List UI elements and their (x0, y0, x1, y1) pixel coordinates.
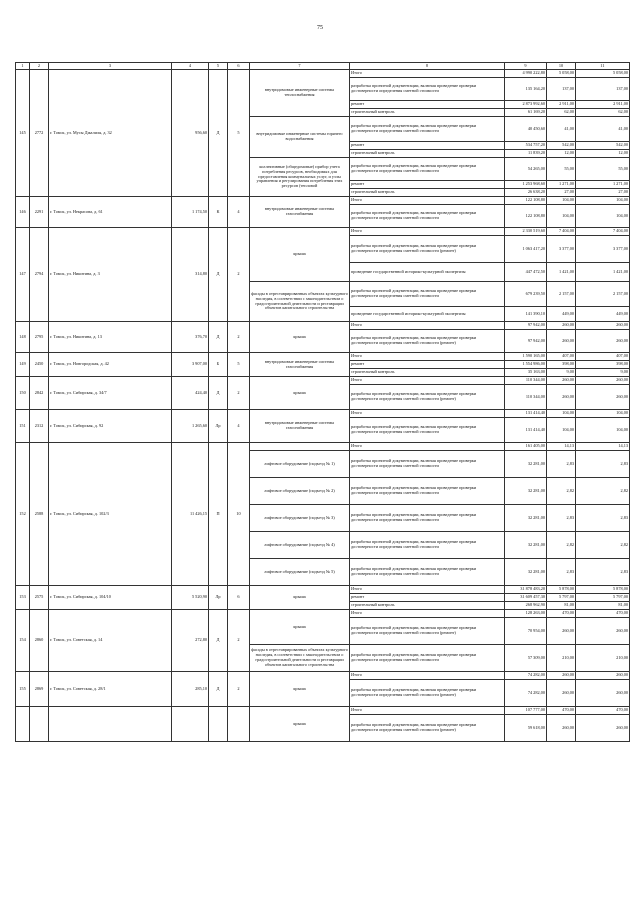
amount-cell: 131 414,40 (505, 410, 547, 418)
work-cell: разработка проектной документации, включая проведение проверки достоверности определения сметной стоимости (350, 645, 505, 672)
entry-category: Лр (209, 586, 228, 610)
capital-repair-register-table (15, 62, 630, 742)
limit-cell: 2,82 (576, 478, 630, 505)
amount-cell: 268 962,90 (505, 602, 547, 610)
rate-cell: 260,00 (547, 672, 576, 680)
work-cell: ремонт (350, 594, 505, 602)
rate-cell: 2 911,00 (547, 101, 576, 109)
header-cell: 10 (547, 63, 576, 70)
table-row (16, 377, 630, 385)
rate-cell: 27,00 (547, 189, 576, 197)
rate-cell: 137,00 (547, 78, 576, 101)
work-cell: разработка проектной документации, включая проведение проверки достоверности определения сметной стоимости (ремонт) (350, 680, 505, 707)
limit-cell: 1 421,00 (576, 263, 630, 282)
work-cell: Итого (350, 322, 505, 330)
entry-system: коллективные (общедомовые) прибор учета потребления ресурсов, необходимых для предоставления коммунальных услуг, и узлы управления и регулирования потребления этих ресурсов (тепловой (250, 158, 350, 197)
rate-cell: 260,00 (547, 322, 576, 330)
entry-system: внутридомовые инженерные системы горячего водоснабжения (250, 117, 350, 158)
rate-cell: 5 058,00 (547, 70, 576, 78)
limit-cell: 7 404,00 (576, 228, 630, 236)
rate-cell: 1 421,00 (547, 263, 576, 282)
rate-cell: 104,00 (547, 205, 576, 228)
entry-number: 149 (16, 353, 30, 377)
entry-category: Д (209, 610, 228, 672)
work-cell: разработка проектной документации, включая проведение проверки достоверности определения сметной стоимости (350, 478, 505, 505)
amount-cell: 1 590 165,00 (505, 353, 547, 361)
header-cell: 3 (49, 63, 172, 70)
amount-cell: 2 330 519,60 (505, 228, 547, 236)
limit-cell: 407,00 (576, 353, 630, 361)
table-row (16, 197, 630, 205)
work-cell: разработка проектной документации, включая проведение проверки достоверности определения сметной стоимости (350, 158, 505, 181)
limit-cell: 137,00 (576, 78, 630, 101)
entry-area: 424,40 (172, 377, 209, 410)
entry-address: г. Томск, ул. Сибирская, д. 34/7 (49, 377, 172, 410)
table-row (16, 322, 630, 330)
amount-cell: 26 638,20 (505, 189, 547, 197)
work-cell: разработка проектной документации, включая проведение проверки достоверности определения сметной стоимости (ремонт) (350, 618, 505, 645)
entry-address: г. Томск, ул. Мусы Джалиля, д. 32 (49, 70, 172, 197)
entry-code: 2291 (30, 197, 49, 228)
header-cell: 6 (228, 63, 250, 70)
entry-area: 956,60 (172, 70, 209, 197)
table-row (16, 410, 630, 418)
entry-address: г. Томск, ул. Никитина, д. 13 (49, 322, 172, 353)
amount-cell: 141 390,10 (505, 307, 547, 322)
amount-cell: 31 878 483,20 (505, 586, 547, 594)
rate-cell: 14,13 (547, 443, 576, 451)
limit-cell: 5 797,00 (576, 594, 630, 602)
rate-cell: 260,00 (547, 330, 576, 353)
limit-cell: 470,00 (576, 707, 630, 715)
work-cell: строительный контроль (350, 189, 505, 197)
header-cell: 7 (250, 63, 350, 70)
rate-cell: 81,00 (547, 602, 576, 610)
amount-cell: 32 281,00 (505, 505, 547, 532)
work-cell: разработка проектной документации, включая проведение проверки достоверности определения сметной стоимости (350, 282, 505, 307)
limit-cell: 62,00 (576, 109, 630, 117)
work-cell: Итого (350, 610, 505, 618)
entry-area: 1 265,60 (172, 410, 209, 443)
amount-cell: 2 873 992,60 (505, 101, 547, 109)
work-cell: Итого (350, 197, 505, 205)
limit-cell: 3 377,00 (576, 236, 630, 263)
entry-system: крыша (250, 672, 350, 707)
work-cell: разработка проектной документации, включая проведение проверки достоверности определения сметной стоимости (350, 559, 505, 586)
entry-address: г. Томск, ул. Некрасова, д. 61 (49, 197, 172, 228)
limit-cell: 81,00 (576, 602, 630, 610)
table-row (16, 353, 630, 361)
entry-system: крыша (250, 377, 350, 410)
entry-floors: 5 (228, 70, 250, 197)
entry-floors: 2 (228, 610, 250, 672)
entry-number: 152 (16, 443, 30, 586)
table-row (16, 586, 630, 594)
limit-cell: 449,00 (576, 307, 630, 322)
work-cell: разработка проектной документации, включая проведение проверки достоверности определения сметной стоимости (350, 532, 505, 559)
entry-floors: 2 (228, 228, 250, 322)
limit-cell: 2,82 (576, 532, 630, 559)
rate-cell: 62,00 (547, 109, 576, 117)
rate-cell: 210,00 (547, 645, 576, 672)
entry-area (172, 707, 209, 742)
entry-floors: 2 (228, 322, 250, 353)
amount-cell: 97 942,00 (505, 322, 547, 330)
rate-cell: 260,00 (547, 618, 576, 645)
entry-code (30, 707, 49, 742)
entry-system: крыша (250, 586, 350, 610)
entry-floors: 6 (228, 586, 250, 610)
limit-cell: 1 271,00 (576, 181, 630, 189)
entry-address: г. Томск, ул. Никитина, д. 3 (49, 228, 172, 322)
entry-code: 2575 (30, 586, 49, 610)
amount-cell: 107 777,00 (505, 707, 547, 715)
table-row (16, 70, 630, 78)
entry-system: лифтовое оборудование (подъезд № 2) (250, 478, 350, 505)
entry-area: 11 426,15 (172, 443, 209, 586)
work-cell: строительный контроль (350, 150, 505, 158)
entry-floors: 4 (228, 197, 250, 228)
amount-cell: 128 263,00 (505, 610, 547, 618)
entry-system: крыша (250, 228, 350, 282)
entry-area: 272,80 (172, 610, 209, 672)
entry-category: Д (209, 377, 228, 410)
rate-cell: 260,00 (547, 680, 576, 707)
entry-number: 155 (16, 672, 30, 707)
header-cell: 9 (505, 63, 547, 70)
entry-address: г. Томск, ул. Советская, д. 28/1 (49, 672, 172, 707)
entry-number: 153 (16, 586, 30, 610)
work-cell: разработка проектной документации, включая проведение проверки достоверности определения сметной стоимости (350, 418, 505, 443)
entry-area: 285,10 (172, 672, 209, 707)
entry-category: П (209, 443, 228, 586)
entry-system: внутридомовые инженерные системы газоснабжения (250, 197, 350, 228)
work-cell: разработка проектной документации, включая проведение проверки достоверности определения сметной стоимости (350, 451, 505, 478)
entry-floors: 2 (228, 377, 250, 410)
amount-cell: 161 405,00 (505, 443, 547, 451)
amount-cell: 57 309,00 (505, 645, 547, 672)
work-cell: разработка проектной документации, включая проведение проверки достоверности определения сметной стоимости (ремонт) (350, 715, 505, 742)
work-cell: Итого (350, 443, 505, 451)
amount-cell: 447 472,50 (505, 263, 547, 282)
entry-code: 2450 (30, 353, 49, 377)
work-cell: разработка проектной документации, включая проведение проверки достоверности определения сметной стоимости (350, 505, 505, 532)
entry-system (250, 443, 350, 451)
rate-cell: 449,00 (547, 307, 576, 322)
entry-code: 2794 (30, 228, 49, 322)
entry-number: 147 (16, 228, 30, 322)
entry-system: внутридомовые инженерные системы теплоснабжения (250, 70, 350, 117)
amount-cell: 110 344,00 (505, 377, 547, 385)
rate-cell: 470,00 (547, 707, 576, 715)
limit-cell: 260,00 (576, 377, 630, 385)
table-row (16, 707, 630, 715)
limit-cell: 2 157,00 (576, 282, 630, 307)
rate-cell: 3 377,00 (547, 236, 576, 263)
limit-cell: 260,00 (576, 330, 630, 353)
work-cell: разработка проектной документации, включая проведение проверки достоверности определения сметной стоимости (350, 205, 505, 228)
entry-system: фасады в отреставрированных объектах культурного наследия, в соответствии с законодательством о градостроительной деятельности и реставрации объектов капитального строительства (250, 282, 350, 322)
entry-code: 2588 (30, 443, 49, 586)
entry-category: Б (209, 353, 228, 377)
work-cell: Итого (350, 228, 505, 236)
limit-cell: 104,00 (576, 410, 630, 418)
rate-cell: 104,00 (547, 410, 576, 418)
work-cell: разработка проектной документации, включая проведение проверки достоверности определения сметной стоимости (ремонт) (350, 330, 505, 353)
amount-cell: 70 954,00 (505, 618, 547, 645)
entry-system: крыша (250, 610, 350, 645)
entry-code: 2860 (30, 610, 49, 672)
entry-address: г. Томск, ул. Советская, д. 14 (49, 610, 172, 672)
limit-cell: 2,83 (576, 451, 630, 478)
table-row (16, 443, 630, 451)
amount-cell: 679 239,50 (505, 282, 547, 307)
entry-category: Лр (209, 410, 228, 443)
work-cell: разработка проектной документации, включая проведение проверки достоверности определения сметной стоимости (ремонт) (350, 385, 505, 410)
limit-cell: 41,00 (576, 117, 630, 142)
entry-system: крыша (250, 707, 350, 742)
amount-cell: 534 757,20 (505, 142, 547, 150)
header-cell: 4 (172, 63, 209, 70)
work-cell: ремонт (350, 181, 505, 189)
limit-cell: 2 911,00 (576, 101, 630, 109)
rate-cell: 7 404,00 (547, 228, 576, 236)
amount-cell: 135 164,20 (505, 78, 547, 101)
rate-cell: 41,00 (547, 117, 576, 142)
amount-cell: 11 839,20 (505, 150, 547, 158)
rate-cell: 260,00 (547, 385, 576, 410)
amount-cell: 1 063 417,20 (505, 236, 547, 263)
page-number: 75 (317, 25, 323, 31)
work-cell: Итого (350, 586, 505, 594)
entry-code: 2772 (30, 70, 49, 197)
rate-cell: 407,00 (547, 353, 576, 361)
limit-cell: 260,00 (576, 322, 630, 330)
entry-area: 376,70 (172, 322, 209, 353)
rate-cell: 5 878,00 (547, 586, 576, 594)
rate-cell: 2,83 (547, 451, 576, 478)
rate-cell: 2,82 (547, 532, 576, 559)
entry-code: 2312 (30, 410, 49, 443)
amount-cell: 32 281,00 (505, 532, 547, 559)
entry-address: г. Томск, ул. Новгородская, д. 42 (49, 353, 172, 377)
entry-system: внутридомовые инженерные системы газоснабжения (250, 410, 350, 443)
limit-cell: 2,83 (576, 559, 630, 586)
limit-cell: 27,00 (576, 189, 630, 197)
amount-cell: 74 282,00 (505, 672, 547, 680)
entry-address: г. Томск, ул. Сибирская, д. 92 (49, 410, 172, 443)
limit-cell: 55,00 (576, 158, 630, 181)
rate-cell: 5 797,00 (547, 594, 576, 602)
work-cell: строительный контроль (350, 369, 505, 377)
amount-cell: 74 282,00 (505, 680, 547, 707)
table-row (16, 228, 630, 236)
entry-area: 3 907,00 (172, 353, 209, 377)
entry-code: 2842 (30, 377, 49, 410)
limit-cell: 542,00 (576, 142, 630, 150)
amount-cell: 122 108,80 (505, 197, 547, 205)
entry-area: 1 174,50 (172, 197, 209, 228)
work-cell: Итого (350, 672, 505, 680)
entry-code: 2795 (30, 322, 49, 353)
amount-cell: 122 108,80 (505, 205, 547, 228)
entry-number: 154 (16, 610, 30, 672)
work-cell: Итого (350, 707, 505, 715)
work-cell: проведение государственной историко-культурной экспертизы (350, 263, 505, 282)
entry-floors: 2 (228, 672, 250, 707)
work-cell: Итого (350, 410, 505, 418)
rate-cell: 104,00 (547, 197, 576, 205)
entry-system: внутридомовые инженерные системы газоснабжения (250, 353, 350, 377)
amount-cell: 59 618,00 (505, 715, 547, 742)
amount-cell: 54 265,00 (505, 158, 547, 181)
work-cell: строительный контроль (350, 602, 505, 610)
work-cell: разработка проектной документации, включая проведение проверки достоверности определения сметной стоимости (350, 78, 505, 101)
header-cell: 11 (576, 63, 630, 70)
limit-cell: 104,00 (576, 418, 630, 443)
entry-number: 148 (16, 322, 30, 353)
entry-number: 145 (16, 70, 30, 197)
work-cell: разработка проектной документации, включая проведение проверки достоверности определения сметной стоимости (350, 117, 505, 142)
header-cell: 1 (16, 63, 30, 70)
limit-cell: 14,13 (576, 443, 630, 451)
entry-code: 2869 (30, 672, 49, 707)
work-cell: строительный контроль (350, 109, 505, 117)
limit-cell: 260,00 (576, 680, 630, 707)
rate-cell: 12,00 (547, 150, 576, 158)
entry-system: лифтовое оборудование (подъезд № 5) (250, 559, 350, 586)
rate-cell: 260,00 (547, 715, 576, 742)
rate-cell: 1 271,00 (547, 181, 576, 189)
limit-cell: 260,00 (576, 385, 630, 410)
rate-cell: 470,00 (547, 610, 576, 618)
rate-cell: 104,00 (547, 418, 576, 443)
amount-cell: 32 281,00 (505, 451, 547, 478)
entry-number: 151 (16, 410, 30, 443)
entry-system: лифтовое оборудование (подъезд № 4) (250, 532, 350, 559)
rate-cell: 2,83 (547, 559, 576, 586)
limit-cell: 2,83 (576, 505, 630, 532)
limit-cell: 104,00 (576, 197, 630, 205)
entry-system: лифтовое оборудование (подъезд № 3) (250, 505, 350, 532)
entry-floors: 5 (228, 353, 250, 377)
entry-system: лифтовое оборудование (подъезд № 1) (250, 451, 350, 478)
entry-address (49, 707, 172, 742)
rate-cell: 2 157,00 (547, 282, 576, 307)
header-cell: 8 (350, 63, 505, 70)
limit-cell: 5 058,00 (576, 70, 630, 78)
amount-cell: 97 942,00 (505, 330, 547, 353)
entry-floors (228, 707, 250, 742)
table-row (16, 610, 630, 618)
rate-cell: 2,83 (547, 505, 576, 532)
entry-category: К (209, 197, 228, 228)
work-cell: проведение государственной историко-культурной экспертизы (350, 307, 505, 322)
entry-floors: 4 (228, 410, 250, 443)
entry-category: Д (209, 322, 228, 353)
amount-cell: 4 990 222,80 (505, 70, 547, 78)
entry-category (209, 707, 228, 742)
entry-number: 150 (16, 377, 30, 410)
limit-cell: 9,00 (576, 369, 630, 377)
amount-cell: 110 344,00 (505, 385, 547, 410)
entry-floors: 10 (228, 443, 250, 586)
entry-area: 314,80 (172, 228, 209, 322)
amount-cell: 1 253 968,60 (505, 181, 547, 189)
amount-cell: 1 554 986,00 (505, 361, 547, 369)
rate-cell: 55,00 (547, 158, 576, 181)
table-row (16, 672, 630, 680)
limit-cell: 260,00 (576, 715, 630, 742)
limit-cell: 5 878,00 (576, 586, 630, 594)
rate-cell: 542,00 (547, 142, 576, 150)
entry-system: крыша (250, 322, 350, 353)
header-row (16, 63, 630, 70)
rate-cell: 260,00 (547, 377, 576, 385)
amount-cell: 32 281,00 (505, 478, 547, 505)
work-cell: разработка проектной документации, включая проведение проверки достоверности определения сметной стоимости (ремонт) (350, 236, 505, 263)
amount-cell: 131 414,40 (505, 418, 547, 443)
entry-address: г. Томск, ул. Сибирская, д. 102/3 (49, 443, 172, 586)
work-cell: ремонт (350, 101, 505, 109)
entry-category: Д (209, 228, 228, 322)
work-cell: Итого (350, 353, 505, 361)
header-cell: 5 (209, 63, 228, 70)
amount-cell: 32 281,00 (505, 559, 547, 586)
amount-cell: 40 450,60 (505, 117, 547, 142)
amount-cell: 61 169,20 (505, 109, 547, 117)
work-cell: ремонт (350, 142, 505, 150)
entry-number (16, 707, 30, 742)
rate-cell: 2,82 (547, 478, 576, 505)
limit-cell: 260,00 (576, 618, 630, 645)
limit-cell: 12,00 (576, 150, 630, 158)
limit-cell: 398,00 (576, 361, 630, 369)
work-cell: Итого (350, 377, 505, 385)
entry-category: Д (209, 672, 228, 707)
entry-system: фасады в отреставрированных объектах культурного наследия, в соответствии с законодательством о градостроительной деятельности и реставрации объектов капитального строительства (250, 645, 350, 672)
amount-cell: 35 163,00 (505, 369, 547, 377)
limit-cell: 260,00 (576, 672, 630, 680)
entry-number: 146 (16, 197, 30, 228)
limit-cell: 210,00 (576, 645, 630, 672)
limit-cell: 470,00 (576, 610, 630, 618)
amount-cell: 31 609 457,30 (505, 594, 547, 602)
limit-cell: 104,00 (576, 205, 630, 228)
work-cell: Итого (350, 70, 505, 78)
header-cell: 2 (30, 63, 49, 70)
rate-cell: 398,00 (547, 361, 576, 369)
work-cell: ремонт (350, 361, 505, 369)
entry-category: Д (209, 70, 228, 197)
rate-cell: 9,00 (547, 369, 576, 377)
entry-area: 5 520,90 (172, 586, 209, 610)
entry-address: г. Томск, ул. Сибирская, д. 104/10 (49, 586, 172, 610)
